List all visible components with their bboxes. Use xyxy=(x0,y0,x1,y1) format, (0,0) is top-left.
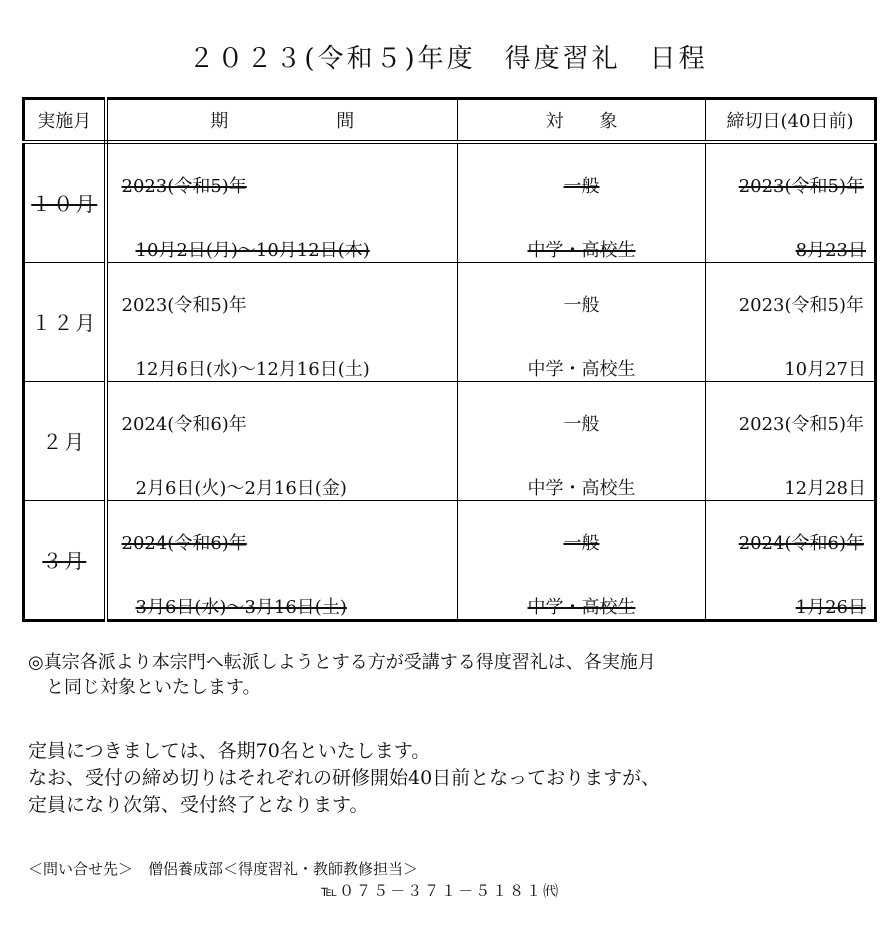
deadline-cell: 2023(令和5)年 8月23日 xyxy=(706,142,876,263)
period-cell: 2023(令和5)年 10月2日(月)～10月12日(木) xyxy=(106,142,458,263)
header-period: 期 間 xyxy=(106,99,458,143)
month-cell: １２月 xyxy=(31,310,98,335)
transfer-note: ◎真宗各派より本宗門へ転派しようとする方が受講する得度習礼は、各実施月 と同じ対象といたします。 xyxy=(28,652,656,698)
table-row xyxy=(24,501,876,621)
header-month: 実施月 xyxy=(24,99,106,143)
contact-label: ＜問い合せ先＞ 僧侶養成部＜得度習礼・教師教修担当＞ xyxy=(28,860,419,878)
contact-info xyxy=(28,858,560,902)
table-row xyxy=(24,142,876,263)
header-deadline: 締切日(40日前) xyxy=(706,99,876,143)
target-cell: 一般 中学・高校生 xyxy=(458,501,706,621)
month-cell: ２月 xyxy=(42,429,87,454)
deadline-cell: 2023(令和5)年 10月27日 xyxy=(706,263,876,382)
deadline-cell: 2023(令和5)年 12月28日 xyxy=(706,382,876,501)
month-cell: １０月 xyxy=(31,191,98,216)
period-cell: 2024(令和6)年 3月6日(水)～3月16日(土) xyxy=(106,501,458,621)
header-target: 対 象 xyxy=(458,99,706,143)
table-header-row xyxy=(24,99,876,143)
month-cell: ３月 xyxy=(42,548,87,573)
deadline-cell: 2024(令和6)年 1月26日 xyxy=(706,501,876,621)
table-row xyxy=(24,263,876,382)
period-cell: 2023(令和5)年 12月6日(水)～12月16日(土) xyxy=(106,263,458,382)
schedule-table xyxy=(22,97,877,622)
table-row xyxy=(24,382,876,501)
capacity-note: 定員につきましては、各期70名といたします。 なお、受付の締め切りはそれぞれの研修開始40日前となっておりますが、 定員になり次第、受付終了となります。 xyxy=(28,740,661,816)
page-title: ２０２３(令和５)年度 得度習礼 日程 xyxy=(188,44,708,74)
target-cell: 一般 中学・高校生 xyxy=(458,263,706,382)
period-cell: 2024(令和6)年 2月6日(火)～2月16日(金) xyxy=(106,382,458,501)
target-cell: 一般 中学・高校生 xyxy=(458,142,706,263)
contact-phone: ℡０７５－３７１－５１８１㈹ xyxy=(321,882,561,900)
target-cell: 一般 中学・高校生 xyxy=(458,382,706,501)
